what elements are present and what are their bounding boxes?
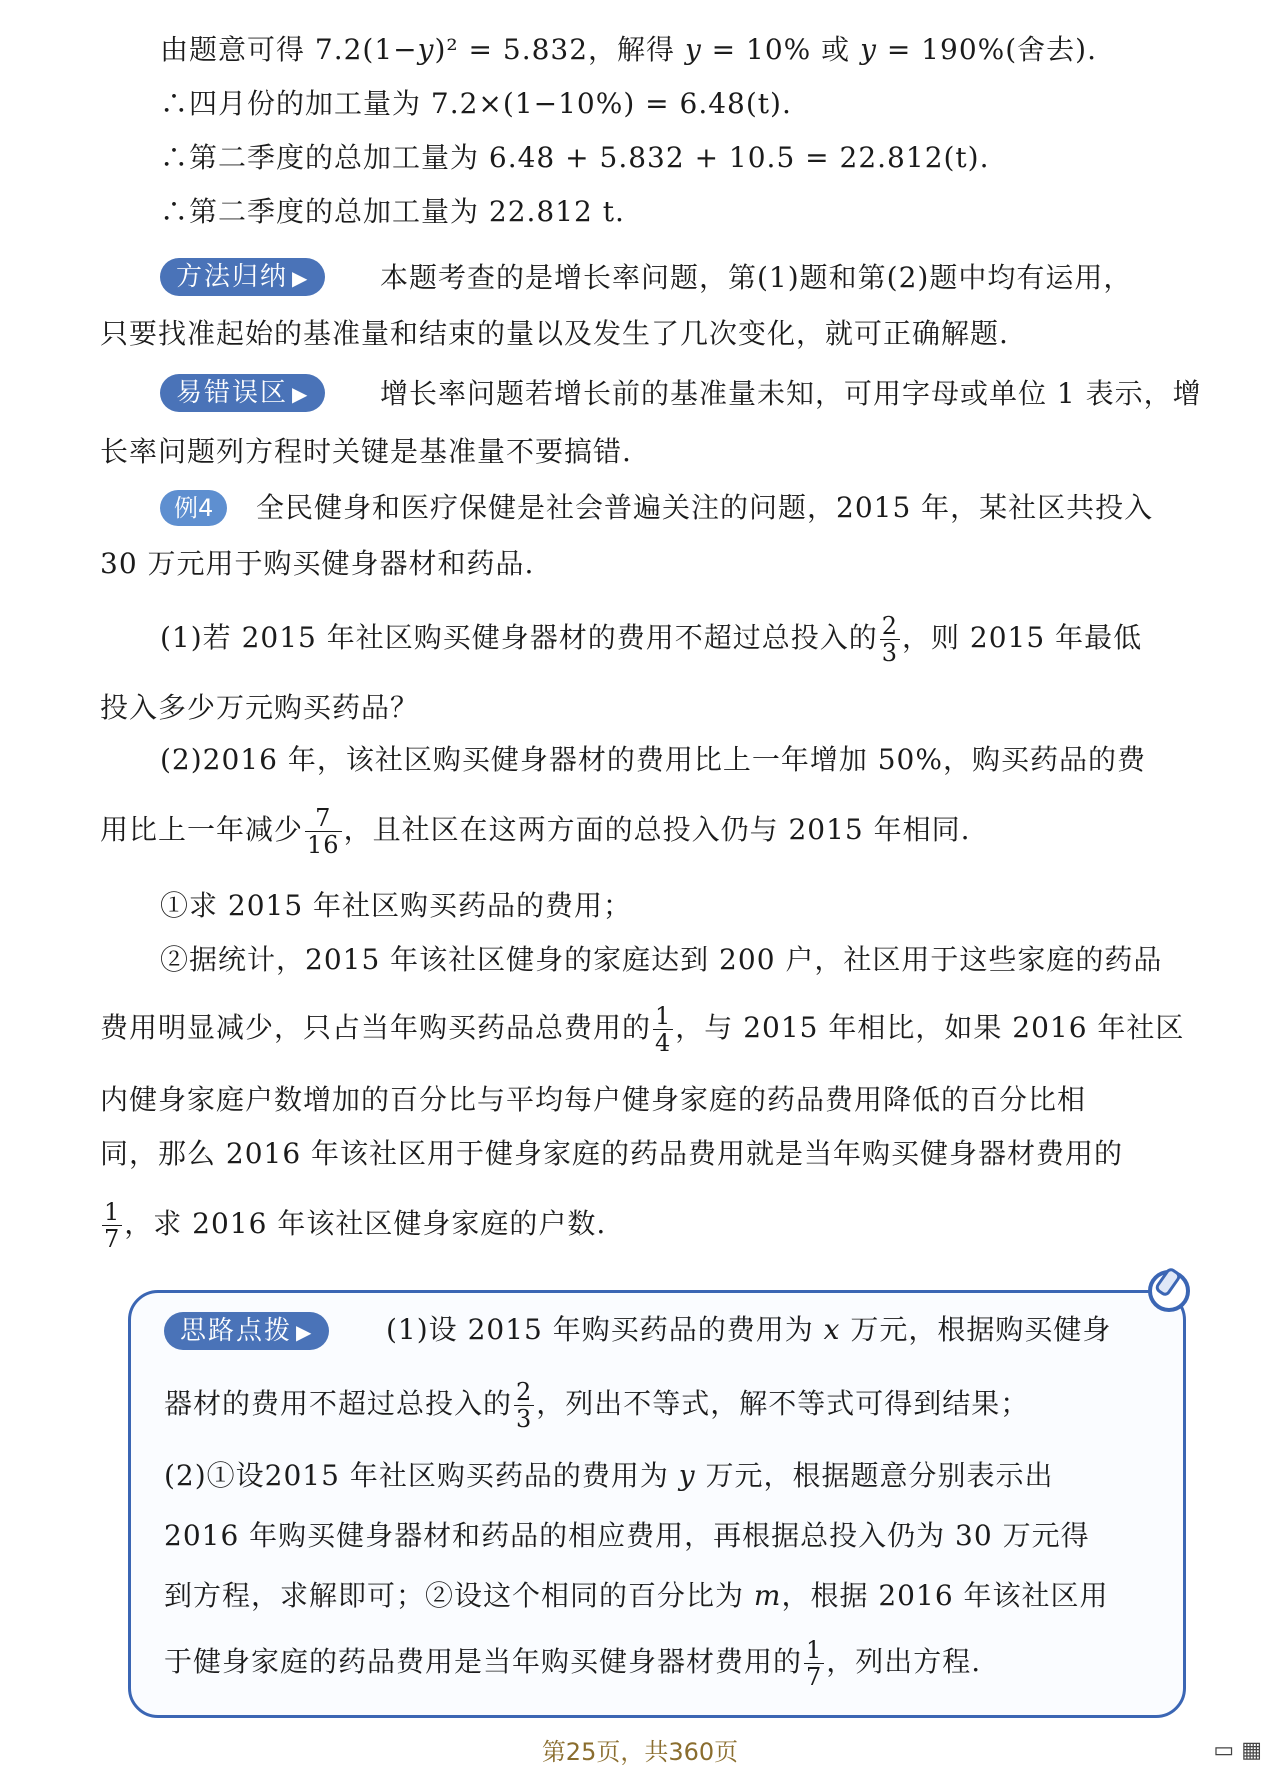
question-2-part-2-line-4: 同，那么 2016 年该社区用于健身家庭的药品费用就是当年购买健身器材费用的	[100, 1137, 1124, 1170]
mistake-text-line-2: 长率问题列方程时关键是基准量不要搞错.	[100, 435, 632, 468]
solution-line-2: ∴四月份的加工量为 7.2×(1−10%) = 6.48(t).	[160, 87, 792, 120]
fraction-two-thirds: $\frac{2}{3}$	[881, 612, 899, 667]
triangle-right-icon: ▶	[296, 1320, 314, 1344]
triangle-right-icon: ▶	[292, 382, 310, 406]
method-text-line-1: 本题考查的是增长率问题，第(1)题和第(2)题中均有运用，	[380, 261, 1133, 294]
fraction-one-seventh: $\frac{1}{7}$	[104, 1198, 121, 1253]
paperclip-icon	[1148, 1270, 1190, 1312]
hint-line-2: 器材的费用不超过总投入的 $\frac{2}{3}$ ，列出不等式，解不等式可得到结果；	[164, 1378, 1030, 1433]
example-text-line-2: 30 万元用于购买健身器材和药品.	[100, 547, 535, 580]
triangle-right-icon: ▶	[292, 266, 310, 290]
common-mistake-tag: 易错误区 ▶	[160, 374, 325, 412]
question-2-line-1: (2)2016 年，该社区购买健身器材的费用比上一年增加 50%，购买药品的费	[160, 743, 1146, 776]
question-2-line-2: 用比上一年减少 $\frac{7}{16}$ ，且社区在这两方面的总投入仍与 2015 年相同.	[100, 804, 971, 859]
question-1-line-2: 投入多少万元购买药品？	[100, 691, 420, 724]
question-1-line-1: (1)若 2015 年社区购买健身器材的费用不超过总投入的 $\frac{2}{3}$ ，则 2015 年最低	[160, 612, 1143, 667]
viewer-toolbar[interactable]	[1213, 1738, 1262, 1763]
solution-line-4: ∴第二季度的总加工量为 22.812 t.	[160, 195, 625, 228]
fraction-one-seventh: $\frac{1}{7}$	[806, 1636, 823, 1691]
hint-line-5: 到方程，求解即可；②设这个相同的百分比为 m，根据 2016 年该社区用	[164, 1579, 1109, 1612]
hint-line-6: 于健身家庭的药品费用是当年购买健身器材费用的 $\frac{1}{7}$ ，列出方程.	[164, 1636, 982, 1691]
question-2-part-2-line-2: 费用明显减少，只占当年购买药品总费用的 $\frac{1}{4}$ ，与 2015 年相比，如果 2016 年社区	[100, 1002, 1185, 1057]
fraction-two-thirds: $\frac{2}{3}$	[516, 1378, 533, 1433]
question-2-part-1: ①求 2015 年社区购买药品的费用；	[160, 889, 633, 922]
question-2-part-2-line-3: 内健身家庭户数增加的百分比与平均每户健身家庭的药品费用降低的百分比相	[100, 1083, 1087, 1116]
fraction-seven-sixteenths: $\frac{7}{16}$	[307, 804, 340, 859]
hint-line-3: (2)①设2015 年社区购买药品的费用为 y 万元，根据题意分别表示出	[164, 1459, 1054, 1492]
method-text-line-2: 只要找准起始的基准量和结束的量以及发生了几次变化，就可正确解题.	[100, 317, 1009, 350]
method-summary-tag: 方法归纳 ▶	[160, 258, 325, 296]
hint-tag: 思路点拨 ▶	[164, 1312, 329, 1350]
page-indicator: 第25页，共360页	[541, 1738, 739, 1766]
example-text-line-1: 全民健身和医疗保健是社会普遍关注的问题，2015 年，某社区共投入	[256, 491, 1154, 524]
window-icon[interactable]: ▭	[1213, 1738, 1235, 1763]
fraction-one-quarter: $\frac{1}{4}$	[655, 1002, 672, 1057]
solution-line-1: 由题意可得 7.2(1−y)² = 5.832，解得 y = 10% 或 y = 190%(舍去).	[160, 33, 1097, 66]
question-2-part-2-line-1: ②据统计，2015 年该社区健身的家庭达到 200 户，社区用于这些家庭的药品	[160, 943, 1163, 976]
grid-icon[interactable]: ▦	[1241, 1738, 1262, 1763]
example-badge: 例4	[160, 490, 227, 526]
mistake-text-line-1: 增长率问题若增长前的基准量未知，可用字母或单位 1 表示，增	[380, 377, 1202, 410]
question-2-part-2-line-5: $\frac{1}{7}$ ，求 2016 年该社区健身家庭的户数.	[104, 1198, 607, 1253]
hint-line-4: 2016 年购买健身器材和药品的相应费用，再根据总投入仍为 30 万元得	[164, 1519, 1090, 1552]
solution-line-3: ∴第二季度的总加工量为 6.48 + 5.832 + 10.5 = 22.812(t).	[160, 141, 990, 174]
hint-line-1: (1)设 2015 年购买药品的费用为 x 万元，根据购买健身	[386, 1313, 1112, 1346]
